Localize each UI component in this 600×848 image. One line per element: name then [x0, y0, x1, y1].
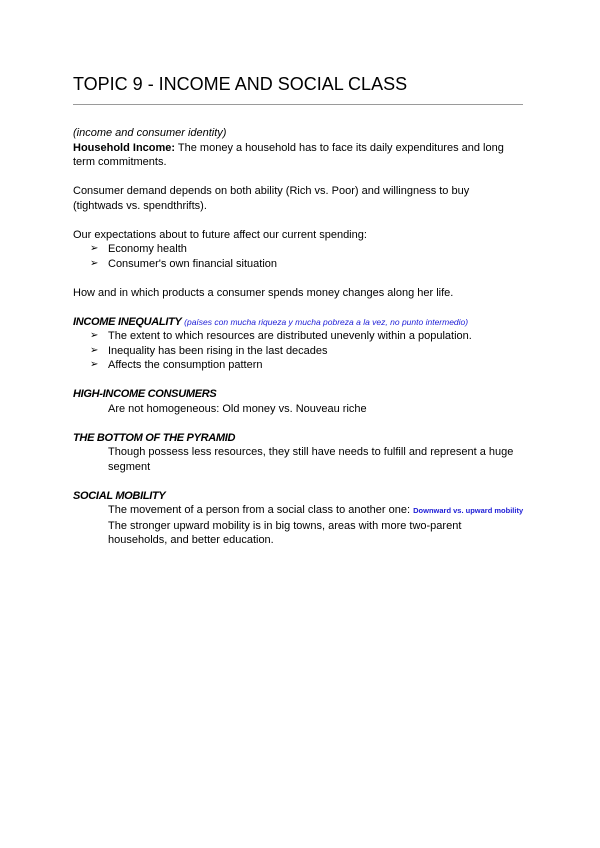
household-income-label: Household Income:: [73, 141, 176, 154]
annotation-note: Downward vs. upward mobility: [413, 506, 524, 515]
spacer: [73, 474, 533, 489]
bottom-pyramid-text-1: Though possess less resources, they still have needs to fulfill and represent a huge: [108, 446, 514, 458]
social-mobility-line-3: households, and better education.: [108, 534, 274, 546]
annotation-note: (países con mucha riqueza y mucha pobreza a la vez, no punto intermedio): [184, 316, 469, 327]
list-item: ➢ The extent to which resources are distributed unevenly within a population.: [90, 330, 472, 342]
high-income-text: Are not homogeneous: Old money vs. Nouveau riche: [108, 402, 367, 415]
spending-changes-text: How and in which products a consumer spends money changes along her life.: [73, 286, 454, 299]
social-mobility-line-1: The movement of a person from a social class to another one: Downward vs. upward mobility: [108, 504, 524, 516]
household-income-line-1: [73, 141, 533, 156]
arrow-bullet-icon: ➢: [90, 257, 99, 269]
expectations-lead: Our expectations about to future affect our current spending:: [73, 228, 367, 241]
inequality-list: [73, 329, 533, 373]
spacer: [73, 271, 533, 286]
household-income-line-2: term commitments.: [73, 156, 167, 168]
section-heading-high-income: HIGH-INCOME CONSUMERS: [73, 388, 217, 400]
list-item: ➢ Economy health: [90, 243, 187, 255]
spacer: [73, 213, 533, 228]
expectations-list: [73, 242, 533, 271]
spacer: [73, 416, 533, 431]
spacer: [73, 373, 533, 388]
section-heading-bottom-pyramid: THE BOTTOM OF THE PYRAMID: [73, 431, 236, 444]
bottom-pyramid-text-2: segment: [108, 460, 151, 473]
arrow-bullet-icon: ➢: [90, 243, 99, 254]
section-heading-social-mobility: SOCIAL MOBILITY: [73, 489, 166, 502]
list-item: ➢ Inequality has been rising in the last decades: [90, 344, 328, 357]
spacer: [73, 300, 533, 315]
household-income-text: The money a household has to face its daily expenditures and long: [175, 141, 504, 154]
arrow-bullet-icon: ➢: [90, 344, 99, 356]
demand-line-2: (tightwads vs. spendthrifts).: [73, 199, 207, 212]
subtitle: (income and consumer identity): [73, 127, 227, 139]
document-body: [73, 126, 533, 548]
demand-line-1: Consumer demand depends on both ability (Rich vs. Poor) and willingness to buy: [73, 185, 470, 197]
social-mobility-line-2: The stronger upward mobility is in big towns, areas with more two-parent: [108, 519, 462, 532]
page-title: TOPIC 9 - INCOME AND SOCIAL CLASS: [73, 74, 408, 94]
section-heading-income-inequality: INCOME INEQUALITY (países con mucha riqueza y mucha pobreza a la vez, no punto intermedio): [73, 315, 469, 328]
arrow-bullet-icon: ➢: [90, 330, 99, 341]
list-item: ➢ Consumer's own financial situation: [90, 257, 278, 270]
spacer: [73, 170, 533, 185]
arrow-bullet-icon: ➢: [90, 359, 99, 370]
list-item: ➢ Affects the consumption pattern: [90, 359, 263, 371]
title-divider: [73, 104, 523, 105]
